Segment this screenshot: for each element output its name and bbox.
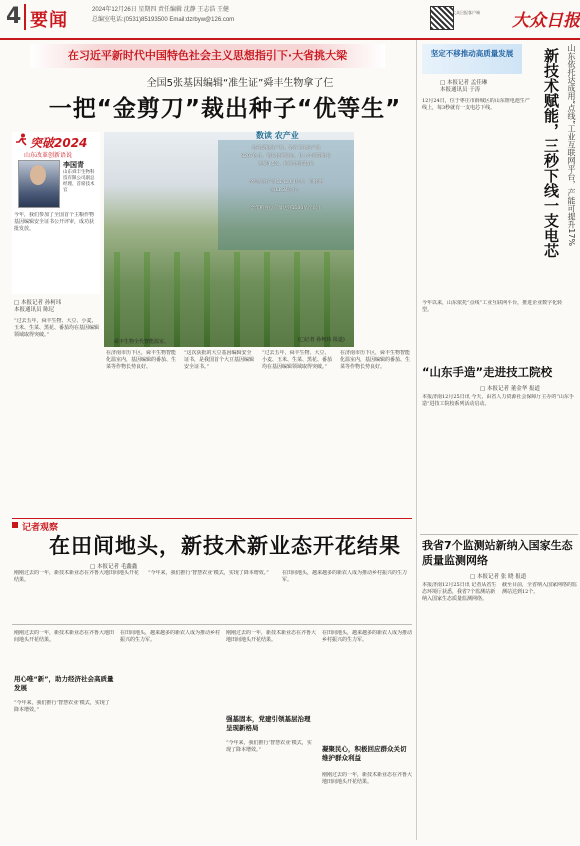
commentator-face: [30, 165, 46, 185]
inset-caption: (□记者 孙柯玮 报道): [298, 337, 345, 343]
infobox-line: 加11.34亿斤。: [270, 188, 302, 193]
infobox-line: 达到4.5%，位居全国第5位: [258, 162, 314, 167]
masthead-divider: [24, 4, 26, 30]
lead-paragraph: 在济南市历下区，舜丰生物智能化温室内，基因编辑的番茄、生菜等作物长势良好。: [106, 350, 177, 370]
right-paragraph: 截至目前，全省纳入国家网络的监测站达到12个。: [502, 582, 577, 595]
second-paragraph: “今年来，我们推行‘智慧农业’模式，实现了降本增效。”: [226, 740, 312, 753]
dateline: 2024年12月26日 星期四 责任编辑 沈静 王志浩 王健: [92, 7, 230, 13]
second-paragraph: “今年来，我们推行‘智慧农业’模式，实现了降本增效。”: [14, 700, 110, 713]
section-title: 要闻: [30, 10, 68, 31]
right-paragraph: 12月24日，位于枣庄市薛城区的山东锂电池生产线上，每3秒就有一支电芯下线。: [422, 98, 530, 111]
commentary-paragraph: 今年，我们参加了全国首个主粮作物基因编辑安全证书公开评审，成功获批发放。: [14, 212, 95, 232]
qr-label-1: 大众日报客户端: [452, 10, 480, 15]
second-col-3a: [282, 570, 410, 620]
second-col-4b: [322, 630, 412, 740]
lead-column-3: [184, 350, 256, 514]
runner-icon: [14, 132, 28, 146]
right-story1-col-b: [422, 300, 572, 360]
photo-plant: [234, 252, 240, 347]
lead-headline: 一把“金剪刀”裁出种子“优等生”: [48, 96, 402, 122]
second-col-1a: [14, 570, 142, 620]
lead-column-4: [262, 350, 334, 514]
column-badge-sub: 山东改革创新语说: [24, 152, 73, 159]
commentary-body: [14, 212, 98, 292]
right-byline-2: □ 本报记者 董金华 报道: [480, 386, 540, 392]
photo-caption: 舜丰生物全代智能温室。: [114, 339, 170, 345]
photo-plant: [264, 252, 270, 347]
lead-paragraph: “过去五年，舜丰生物、大豆、小麦、玉米、生菜、黑花、番茄均在基因编辑领域取得突破。”: [262, 350, 333, 370]
second-paragraph: 在田间地头，越来越多的新农人成为推动乡村振兴的生力军。: [120, 630, 220, 643]
lead-kicker: 全国5张基因编辑“准生证”舜丰生物拿了仨: [146, 78, 334, 89]
second-col-3b: [226, 630, 316, 710]
lead-column-5: [340, 350, 412, 514]
second-col-4c: [322, 772, 412, 840]
photo-plant: [144, 252, 150, 347]
lead-paragraph: “这次获批的大豆基因编辑安全证书，是我国首个大豆基因编辑安全证书。”: [184, 350, 255, 370]
infobox-line: 8207亿元、增长比例稳定，让上年同期增长: [241, 154, 331, 159]
second-col-1c: [14, 700, 114, 840]
second-col-2a: [148, 570, 276, 620]
second-paragraph: 在田间地头，越来越多的新农人成为推动乡村振兴的生力军。: [282, 570, 408, 583]
right-story3-col-a: [422, 582, 497, 840]
qr-code-icon: [430, 6, 454, 30]
commentator-bio: 山东舜丰生物科技有限公司副总经理、首席技术官: [63, 170, 95, 193]
right-banner: [422, 44, 522, 74]
right-byline-3: □ 本报记者 张 晓 报道: [470, 574, 527, 580]
second-subhead-1: 用心唯“新”，助力经济社会高质量发展: [14, 675, 114, 692]
lead-banner-text: 在习近平新时代中国特色社会主义思想指引下·大省挑大梁: [67, 49, 348, 62]
right-story3-col-b: [502, 582, 577, 840]
contact-line: 总编室电话:(0531)85193500 Email:dzrbyw@126.com: [92, 17, 235, 23]
second-col-2b: [120, 630, 220, 840]
second-story-divider: [12, 624, 412, 625]
second-story-tag: 记者观察: [22, 523, 59, 533]
second-paragraph: 刚刚过去的一年，新技术新业态在齐鲁大地田间地头开花结果。: [226, 630, 316, 643]
column-badge: 突破2024: [30, 136, 88, 150]
second-paragraph: 在田间地头，越来越多的新农人成为推动乡村振兴的生力军。: [322, 630, 412, 643]
lead-column-2: [106, 350, 178, 514]
right-vertical-headline: 新技术赋能，三秒下线一支电芯: [542, 48, 560, 258]
second-subhead-2: 强基固本，党建引领基层治理呈现新格局: [226, 715, 311, 732]
second-story-byline: □ 本报记者 毛鑫鑫: [90, 564, 138, 570]
second-paragraph: 刚刚过去的一年，新技术新业态在齐鲁大地田间地头开花结果。: [14, 630, 114, 643]
infobox-line: 全年粮食总产量达到1100亿斤以上: [250, 206, 322, 211]
lead-banner: [30, 44, 385, 68]
right-headline-3: 我省7个监测站新纳入国家生态质量监测网络: [422, 539, 573, 567]
photo-plant: [324, 252, 330, 347]
tag-marker-icon: [12, 522, 18, 528]
right-paragraph: 今年以来，山东依托“点线”工业互联网平台，推进企业数字化转型。: [422, 300, 563, 313]
right-story2-body: [422, 394, 577, 532]
right-paragraph: 本报济南12月25日讯 今天，由省人力资源社会保障厅主办的“山东手造”进技工院校系列活动启动。: [422, 394, 574, 407]
photo-plant: [174, 252, 180, 347]
second-subhead-3: 凝聚民心，积极回应群众关切维护群众利益: [322, 745, 407, 762]
lead-paragraph: “过去五年，舜丰生物、大豆、小麦、玉米、生菜、黑花、番茄均在基因编辑领域取得突破。”: [14, 318, 100, 338]
right-divider: [420, 534, 578, 535]
infobox-line: 全年粮食产量1142.64亿斤，同比增: [248, 180, 324, 185]
photo-plant: [114, 252, 120, 347]
commentator-name: 李国青: [63, 161, 84, 169]
photo-plant: [294, 252, 300, 347]
second-paragraph: “今年来，我们推行‘智慧农业’模式，实现了降本增效。”: [148, 570, 269, 576]
right-story1-col-a: [422, 98, 532, 298]
right-vertical-kicker: 山东依托达成用“点线”工业互联网平台，产能可提升17%: [567, 44, 576, 247]
right-headline-2: “山东手造”走进技工院校: [422, 365, 553, 379]
infobox-line: 全省夏粮总产量、全省玉米总产量: [251, 146, 321, 151]
lead-paragraph: 在济南市历下区，舜丰生物智能化温室内，基因编辑的番茄、生菜等作物长势良好。: [340, 350, 411, 370]
right-paragraph: 本报济南12月25日讯 记者从省生态环境厅获悉，我省7个监测站新纳入国家生态质量监测网络。: [422, 582, 497, 602]
right-column-rule: [416, 40, 417, 840]
second-col-1b: [14, 630, 114, 670]
second-col-3c: [226, 740, 316, 840]
lead-byline: □ 本报记者 孙柯玮 本报通讯员 陈尼: [14, 300, 62, 313]
right-banner-text: 坚定不移推动高质量发展: [430, 49, 514, 58]
second-paragraph: 刚刚过去的一年，新技术新业态在齐鲁大地田间地头开花结果。: [322, 772, 412, 785]
photo-plant: [204, 252, 210, 347]
infobox-title: 数读 农产业: [256, 131, 299, 140]
right-byline-1: □ 本报记者 孟佳琳 本报通讯员 于涛: [440, 80, 488, 93]
second-paragraph: 刚刚过去的一年，新技术新业态在齐鲁大地田间地头开花结果。: [14, 570, 140, 583]
newspaper-logo: 大众日报: [512, 11, 580, 31]
second-story-rule: [12, 518, 412, 519]
lead-column-1: [14, 318, 100, 514]
second-story-headline: 在田间地头，新技术新业态开花结果: [49, 534, 401, 558]
page-number: 4: [6, 4, 22, 29]
masthead: [0, 0, 580, 40]
